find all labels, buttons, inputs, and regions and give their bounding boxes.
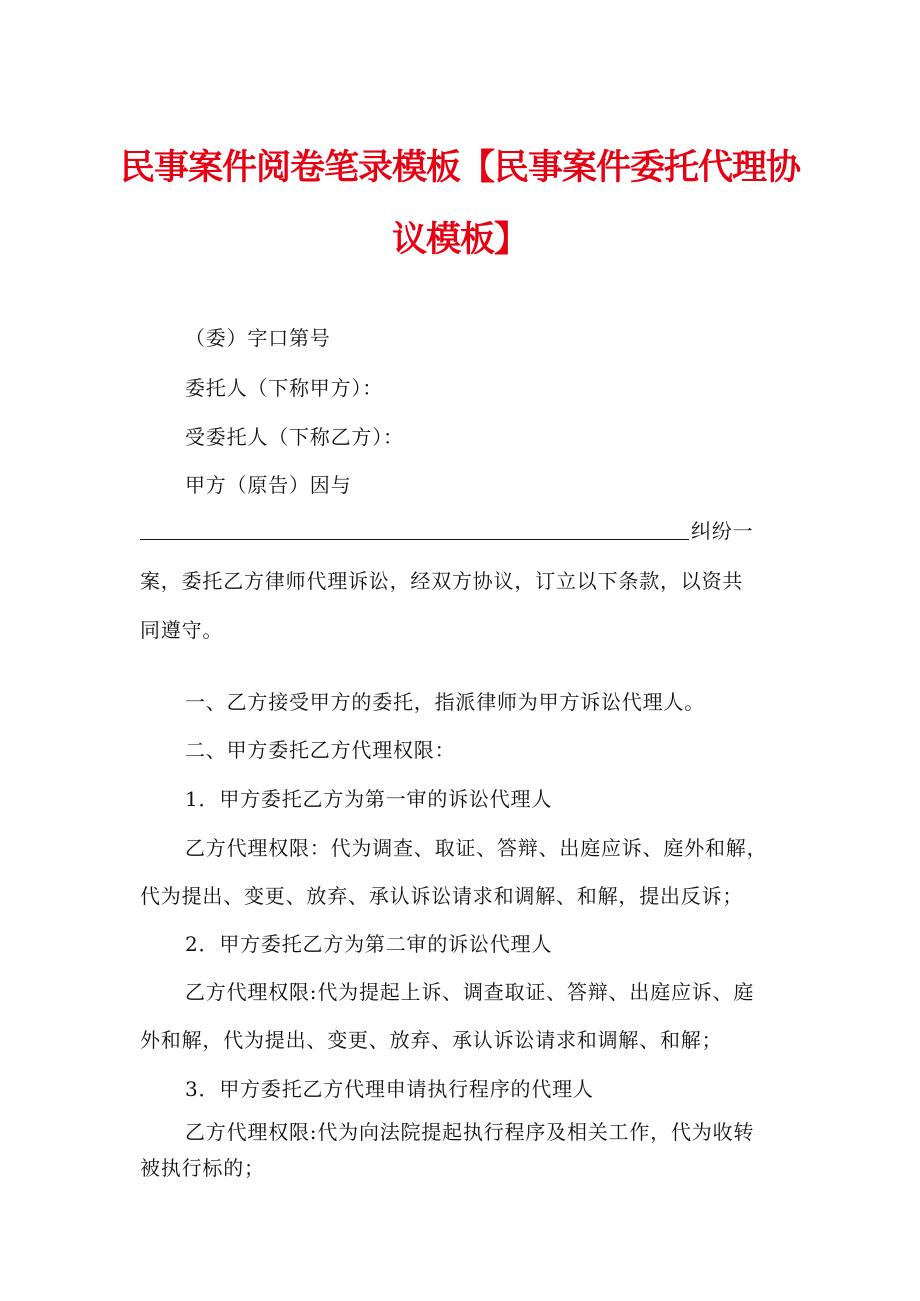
document-title-line-1: 民事案件阅卷笔录模板【民事案件委托代理协 [119,148,800,188]
item-3-desc-2: 被执行标的； [140,1156,265,1180]
item-1-title: 1．甲方委托乙方为第一审的诉讼代理人 [185,787,553,811]
clause-2: 二、甲方委托乙方代理权限： [185,738,456,762]
document-number: （委）字口第号 [185,326,331,350]
case-continuation-2: 同遵守。 [140,618,224,642]
document-title-line-2: 议模板】 [391,220,528,260]
item-1-desc-1: 乙方代理权限：代为调查、取证、答辩、出庭应诉、庭外和解， [185,836,768,860]
clause-1: 一、乙方接受甲方的委托，指派律师为甲方诉讼代理人。 [185,690,705,714]
case-continuation-1: 案，委托乙方律师代理诉讼，经双方协议，订立以下条款，以资共 [140,569,744,593]
item-1-desc-2: 代为提出、变更、放弃、承认诉讼请求和调解、和解，提出反诉； [140,884,744,908]
agent-label: 受委托人（下称乙方）： [185,425,404,449]
client-label: 委托人（下称甲方）： [185,376,383,400]
case-intro: 甲方（原告）因与 [185,473,352,497]
item-3-desc-1: 乙方代理权限:代为向法院提起执行程序及相关工作，代为收转 [185,1120,755,1144]
fill-in-blank-line [140,539,689,540]
item-2-desc-1: 乙方代理权限:代为提起上诉、调查取证、答辩、出庭应诉、庭 [185,980,755,1004]
item-3-title: 3．甲方委托乙方代理申请执行程序的代理人 [185,1077,594,1101]
item-2-desc-2: 外和解，代为提出、变更、放弃、承认诉讼请求和调解、和解； [140,1028,723,1052]
item-2-title: 2．甲方委托乙方为第二审的诉讼代理人 [185,932,553,956]
case-suffix: 纠纷一 [691,519,754,543]
